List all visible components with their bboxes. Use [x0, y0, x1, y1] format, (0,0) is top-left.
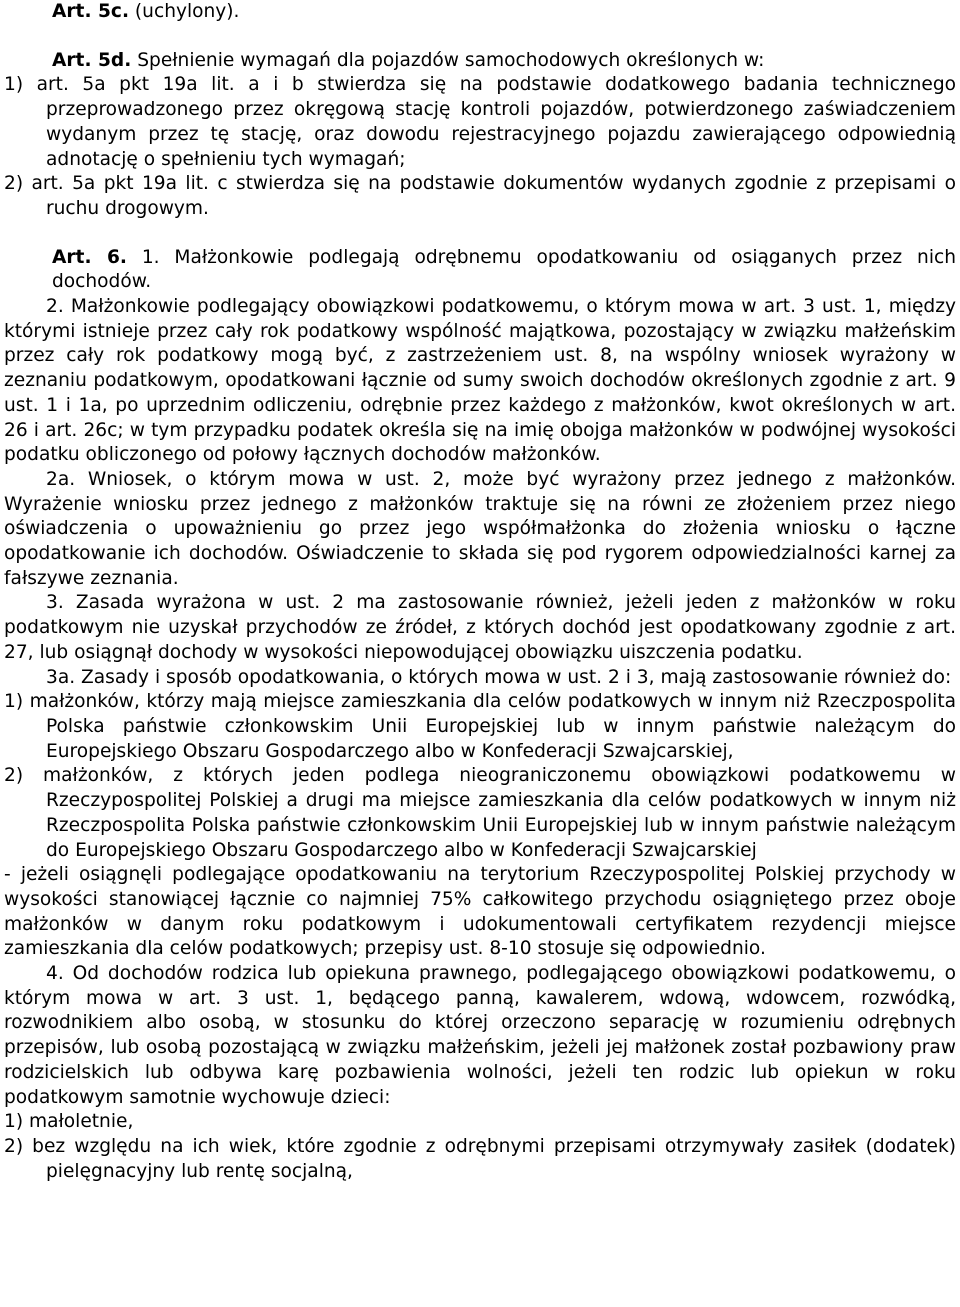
art-6-p3a-item-1: 1) małżonków, którzy mają miejsce zamieszkania dla celów podatkowych w innym niż Rzeczpospolita Polska państwie członkowskim Unii Europejskiej lub w innym państwie należącym do Europejskiego Obszaru Gospodarczego albo w Konfederacji Szwajcarskiej, — [4, 691, 956, 762]
art-5d-number: Art. 5d. — [52, 49, 132, 71]
art-6-number: Art. 6. — [52, 246, 127, 268]
art-5c-text: (uchylony). — [129, 1, 240, 22]
art-6-p4-item-1: 1) małoletnie, — [4, 1111, 134, 1133]
art-6-paragraph-2: 2. Małżonkowie podlegający obowiązkowi podatkowemu, o którym mowa w art. 3 ust. 1, między którymi istnieje przez cały rok podatkowy wspólność majątkowa, pozostający w związku małżeńskim przez cały rok podatkowy mogą być, z zastrzeżeniem ust. 8, na wspólny wniosek wyrażony w zeznaniu podatkowym, opodatkowani łącznie od sumy swoich dochodów określonych zgodnie z art. 9 ust. 1 i 1a, po uprzednim odliczeniu, odrębnie przez każdego z małżonków, kwot określonych w art. 26 i art. 26c; w tym przypadku podatek określa się na imię obojga małżonków w podwójnej wysokości podatku obliczonego od połowy łącznych dochodów małżonków. — [4, 296, 956, 466]
art-6-p3a-item-2: 2) małżonków, z których jeden podlega nieograniczonemu obowiązkowi podatkowemu w Rzeczypospolitej Polskiej a drugi ma miejsce zamieszkania dla celów podatkowych w innym niż Rzeczpospolita Polska państwie członkowskim Unii Europejskiej lub w innym państwie należącym do Europejskiego Obszaru Gospodarczego albo w Konfederacji Szwajcarskiej — [4, 765, 956, 861]
art-6-p1-text: 1. Małżonkowie podlegają odrębnemu opodatkowaniu od osiąganych przez nich dochodów. — [52, 246, 956, 293]
art-5c-paragraph — [4, 0, 956, 25]
art-5d-item-2: 2) art. 5a pkt 19a lit. c stwierdza się na podstawie dokumentów wydanych zgodnie z przepisami o ruchu drogowym. — [4, 173, 956, 219]
art-6-p3a-tail: - jeżeli osiągnęli podlegające opodatkowaniu na terytorium Rzeczypospolitej Polskiej przychody w wysokości stanowiącej łącznie co najmniej 75% całkowitego przychodu osiągniętego przez oboje małżonków w danym roku podatkowym i udokumentowali certyfikatem rezydencji miejsce zamieszkania dla celów podatkowych; przepisy ust. 8-10 stosuje się odpowiednio. — [4, 864, 956, 960]
art-5d-text: Spełnienie wymagań dla pojazdów samochodowych określonych w: — [131, 49, 765, 71]
art-6-paragraph-2a: 2a. Wniosek, o którym mowa w ust. 2, może być wyrażony przez jednego z małżonków. Wyrażenie wniosku przez jednego z małżonków traktuje się na równi ze złożeniem przez niego oświadczenia o upoważnieniu go przez jego współmałżonka do złożenia wniosku o łączne opodatkowanie ich dochodów. Oświadczenie to składa się pod rygorem odpowiedzialności karnej za fałszywe zeznania. — [4, 468, 956, 589]
art-6-paragraph-3a: 3a. Zasady i sposób opodatkowania, o których mowa w ust. 2 i 3, mają zastosowanie również do: — [46, 666, 952, 688]
art-5c-number: Art. 5c. — [52, 1, 130, 22]
art-5d-item-1: 1) art. 5a pkt 19a lit. a i b stwierdza się na podstawie dodatkowego badania technicznego przeprowadzonego przez okręgową stację kontroli pojazdów, potwierdzonego zaświadczeniem wydanym przez tę stację, oraz dowodu rejestracyjnego pojazdu zawierającego odpowiednią adnotację o spełnieniu tych wymagań; — [4, 74, 956, 170]
art-6-p4-item-2: 2) bez względu na ich wiek, które zgodnie z odrębnymi przepisami otrzymywały zasiłek (dodatek) pielęgnacyjny lub rentę socjalną, — [4, 1135, 956, 1182]
art-6-paragraph-1 — [4, 246, 956, 295]
art-6-paragraph-3: 3. Zasada wyrażona w ust. 2 ma zastosowanie również, jeżeli jeden z małżonków w roku podatkowym nie uzyskał przychodów ze źródeł, z których dochód jest opodatkowany zgodnie z art. 27, lub osiągnął dochody w wysokości niepowodującej obowiązku uiszczenia podatku. — [4, 592, 956, 663]
art-5d-heading — [4, 49, 956, 74]
art-6-paragraph-4: 4. Od dochodów rodzica lub opiekuna prawnego, podlegającego obowiązkowi podatkowemu, o którym mowa w art. 3 ust. 1, będącego panną, kawalerem, wdową, wdowcem, rozwódką, rozwodnikiem albo osobą, w stosunku do której orzeczono separację w rozumieniu odrębnych przepisów, lub osobą pozostającą w związku małżeńskim, jeżeli jej małżonek został pozbawiony praw rodzicielskich lub odbywa karę pozbawienia wolności, jeżeli ten rodzic lub opiekun w roku podatkowym samotnie wychowuje dzieci: — [4, 963, 956, 1108]
